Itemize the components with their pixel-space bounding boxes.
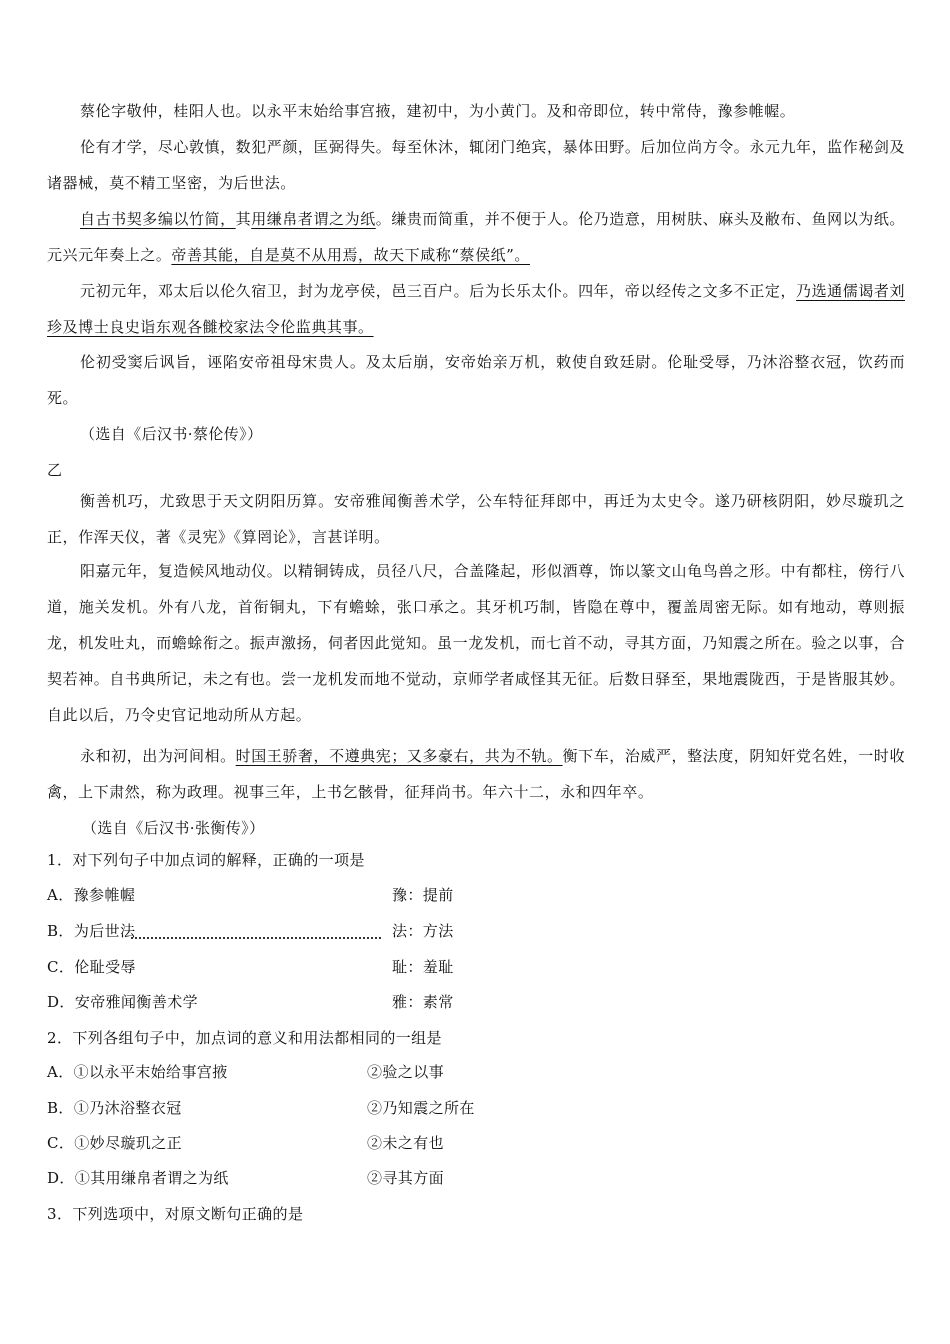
q1-option-a-gloss: 豫：提前 — [392, 886, 454, 904]
option-sentence: 豫参帷幄 — [73, 886, 136, 904]
underlined-sentence-5: 时国王骄奢，不遵典宪；又多豪右，共为不轨。 — [235, 747, 563, 765]
q2-option-c-second: ②未之有也 — [367, 1134, 445, 1152]
jia-paragraph-4 — [47, 273, 905, 345]
option-first: ①乃沐浴整衣冠 — [73, 1099, 182, 1117]
option-sentence: 伦耻受辱 — [74, 958, 136, 976]
text-segment: 其 — [235, 210, 252, 228]
option-letter: D． — [47, 1169, 75, 1187]
q2-option-a[interactable] — [47, 1061, 228, 1082]
question-2-stem: 2．下列各组句子中，加点词的意义和用法都相同的一组是 — [47, 1029, 442, 1047]
question-1-stem: 1．对下列句子中加点词的解释，正确的一项是 — [47, 851, 365, 869]
q2-option-d-second: ②寻其方面 — [367, 1169, 445, 1187]
text-segment: 元初元年，邓太后以伦久宿卫，封为龙亭侯，邑三百户。后为长乐太仆。四年，帝以经传之文多不正定， — [80, 282, 797, 300]
q1-option-b[interactable] — [47, 920, 381, 941]
q2-option-d[interactable] — [47, 1167, 229, 1188]
question-3-stem: 3．下列选项中，对原文断句正确的是 — [47, 1205, 304, 1223]
underlined-sentence-2: 用缣帛者谓之为纸 — [251, 210, 376, 228]
option-sentence: 安帝雅闻衡善术学 — [74, 993, 199, 1011]
text-segment: 永和初，出为河间相。 — [80, 747, 236, 765]
underlined-sentence-1: 自古书契多编以竹简， — [80, 210, 236, 228]
emphasis-dots — [131, 937, 381, 939]
option-first: ①以永平末始给事宫掖 — [73, 1063, 228, 1081]
option-letter: C． — [47, 1134, 75, 1152]
q1-option-c-gloss: 耻：羞耻 — [392, 958, 454, 976]
option-sentence: 为后世法 — [73, 922, 136, 940]
q1-option-c[interactable] — [47, 956, 136, 977]
q2-option-a-second: ②验之以事 — [367, 1063, 445, 1081]
q1-option-d-gloss: 雅：素常 — [392, 993, 454, 1011]
q2-option-c[interactable] — [47, 1132, 182, 1153]
jia-paragraph-1: 蔡伦字敬仲，桂阳人也。以永平末始给事宫掖，建初中，为小黄门。及和帝即位，转中常侍，豫参帷幄。 — [80, 102, 796, 120]
option-letter: D． — [47, 993, 75, 1011]
option-letter: A． — [47, 886, 74, 904]
yi-label: 乙 — [47, 461, 63, 479]
underlined-sentence-3: 帝善其能，自是莫不从用焉，故天下咸称“蔡侯纸”。 — [171, 246, 530, 264]
q1-option-a[interactable] — [47, 884, 135, 905]
jia-paragraph-5: 伦初受窦后讽旨，诬陷安帝祖母宋贵人。及太后崩，安帝始亲万机，敕使自致廷尉。伦耻受辱，乃沐浴整衣冠，饮药而死。 — [47, 353, 905, 407]
underlined-sentence-4: 乃选通儒谒者刘珍及博士良史诣东观各雠校家法令伦监典其事。 — [47, 282, 905, 336]
yi-paragraph-1: 衡善机巧，尤致思于天文阴阳历算。安帝雅闻衡善术学，公车特征拜郎中，再迁为太史令。遂乃研核阴阳，妙尽璇玑之正，作浑天仪，著《灵宪》《算罔论》，言甚详明。 — [47, 492, 905, 546]
q2-option-b[interactable] — [47, 1097, 182, 1118]
text-segment: 。缣贵而简重，并不便于人。伦乃造意，用树肤、麻头及敝布、鱼网以为纸。元兴元年奏上之。 — [47, 210, 905, 264]
option-letter: B． — [47, 922, 74, 940]
option-letter: B． — [47, 1099, 74, 1117]
text-segment: 衡下车，治威严，整法度，阴知奸党名姓，一时收禽，上下肃然，称为政理。视事三年，上书乞骸骨，征拜尚书。年六十二，永和四年卒。 — [47, 747, 905, 801]
yi-paragraph-2: 阳嘉元年，复造候风地动仪。以精铜铸成，员径八尺，合盖隆起，形似酒尊，饰以篆文山龟鸟兽之形。中有都柱，傍行八道，施关发机。外有八龙，首衔铜丸，下有蟾蜍，张口承之。其牙机巧制，皆隐在尊中，覆盖周密无际。如有地动，尊则振龙，机发吐丸，而蟾蜍衔之。振声激扬，伺者因此觉知。虽一龙发机，而七首不动，寻其方面，乃知震之所在。验之以事，合契若神。自书典所记，未之有也。尝一龙机发而地不觉动，京师学者咸怪其无征。后数日驿至，果地震陇西，于是皆服其妙。自此以后，乃令史官记地动所从方起。 — [47, 562, 905, 724]
option-first: ①妙尽璇玑之正 — [74, 1134, 183, 1152]
option-letter: A． — [47, 1063, 74, 1081]
q1-option-d[interactable] — [47, 991, 198, 1012]
jia-paragraph-3 — [47, 201, 905, 273]
q2-option-b-second: ②乃知震之所在 — [367, 1099, 475, 1117]
jia-paragraph-2: 伦有才学，尽心敦慎，数犯严颜，匡弼得失。每至休沐，辄闭门绝宾，暴体田野。后加位尚方令。永元九年，监作秘剑及诸器械，莫不精工坚密，为后世法。 — [47, 138, 905, 192]
option-letter: C． — [47, 958, 75, 976]
yi-source: （选自《后汉书·张衡传》） — [82, 819, 265, 837]
yi-paragraph-3 — [47, 738, 905, 810]
option-first: ①其用缣帛者谓之为纸 — [74, 1169, 229, 1187]
jia-source: （选自《后汉书·蔡伦传》） — [80, 425, 263, 443]
q1-option-b-gloss: 法：方法 — [392, 922, 454, 940]
